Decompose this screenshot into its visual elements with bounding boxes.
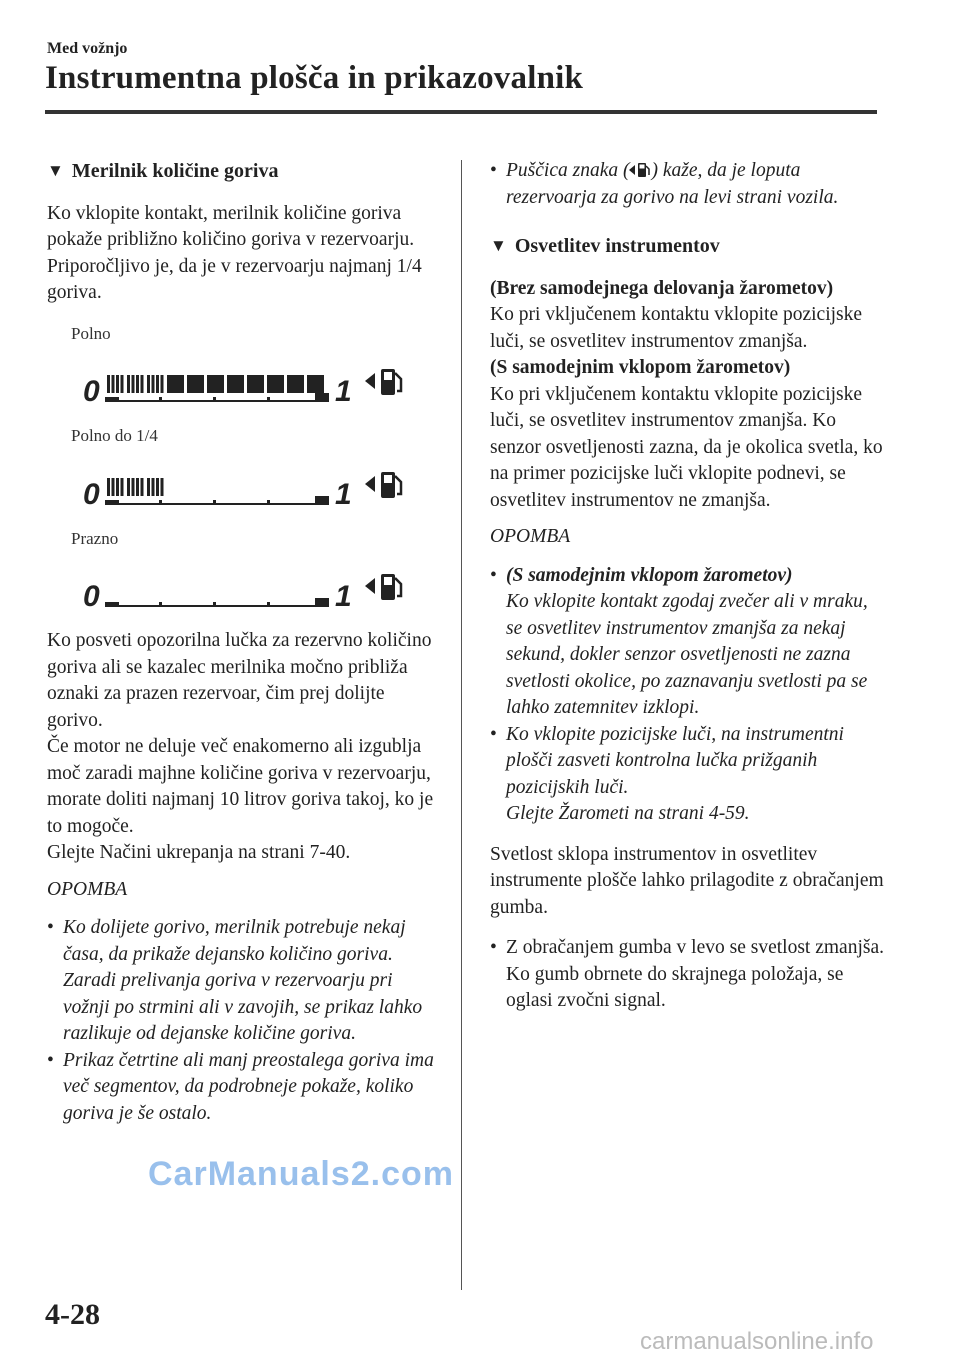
fuel-segment	[136, 478, 139, 496]
gauge-min-label: 0	[83, 477, 100, 511]
fuel-segment	[161, 375, 164, 393]
scale-tick	[213, 500, 216, 504]
scale-tick	[213, 397, 216, 401]
note-text-a: Puščica znaka (	[506, 160, 630, 181]
fuel-pump-hose	[395, 578, 401, 596]
gauge-max-label: 1	[335, 580, 352, 613]
bullet-item	[490, 935, 886, 1015]
illumination-heading	[490, 233, 886, 260]
bullet-icon: •	[490, 160, 497, 181]
fuel-pump-window	[384, 475, 392, 483]
footer-watermark: carmanualsonline.info	[640, 1328, 874, 1355]
gauge-caption: Prazno	[71, 528, 119, 548]
scale-right-end	[315, 393, 329, 401]
fuel-segment	[132, 375, 135, 393]
scale-tick	[267, 500, 270, 504]
column-divider	[461, 160, 462, 1290]
scale-tick	[159, 602, 162, 606]
scale-tick	[213, 602, 216, 606]
fuel-segment	[127, 478, 130, 496]
fuel-segment	[161, 478, 164, 496]
see-reference: Glejte Načini ukrepanja na strani 7-40.	[47, 842, 351, 863]
motor-paragraph: Če motor ne deluje več enakomerno ali izgublja moč zaradi majhne količine goriva v rezervoarju, morate doliti najmanj 10 litrov goriva takoj, ko je to mogoče.	[47, 736, 434, 837]
bullet-icon: •	[490, 937, 497, 958]
section-label: Med vožnjo	[47, 40, 128, 57]
fuel-segment	[287, 375, 304, 393]
scale-tick	[267, 397, 270, 401]
fuel-segment	[107, 375, 110, 393]
scale-right-end	[315, 496, 329, 504]
fuel-segment	[156, 375, 159, 393]
subheading: (Brez samodejnega delovanja žarometov)	[490, 277, 834, 299]
fuel-door-arrow-icon	[365, 578, 375, 594]
note-text-b: ) kaže, da je loputa rezervoarja za gorivo na levi strani vozila.	[506, 160, 839, 208]
fuel-segment	[227, 375, 244, 393]
fuel-segment	[147, 375, 150, 393]
gauge-min-label: 0	[83, 375, 100, 408]
fuel-segment	[207, 375, 224, 393]
gauge-max-label: 1	[335, 477, 352, 511]
paragraph: Ko pri vključenem kontaktu vklopite pozicijske luči, se osvetlitev instrumentov zmanjša.	[490, 304, 863, 352]
bullet-text: Z obračanjem gumba v levo se svetlost zmanjša. Ko gumb obrnete do skrajnega položaja, se oglasi zvočni signal.	[506, 937, 884, 1011]
fuel-pump-window	[384, 577, 392, 585]
triangle-marker-icon: ▼	[47, 161, 64, 180]
note-text	[506, 563, 886, 722]
fuel-segment	[121, 478, 124, 496]
fuel-pump-hose	[395, 476, 401, 494]
note-body: Ko vklopite pozicijske luči, na instrumentni plošči zasveti kontrolna lučka prižganih pozicijskih luči.	[506, 723, 844, 798]
gauge-block-empty	[47, 526, 439, 617]
fuel-segment	[167, 375, 184, 393]
note-text: Prikaz četrtine ali manj preostalega goriva ima več segmentov, da podrobneje pokaže, koliko goriva je še ostalo.	[63, 1049, 434, 1124]
fuel-segment	[141, 478, 144, 496]
note-item	[47, 1048, 439, 1128]
fuel-pump-arrow-icon	[629, 161, 651, 179]
fuel-gauge-svg	[83, 464, 423, 512]
watermark: CarManuals2.com	[148, 1155, 454, 1193]
fuel-segment	[136, 375, 139, 393]
fuel-segment	[116, 478, 119, 496]
fuel-pump-hose	[395, 373, 401, 391]
note-item	[47, 915, 439, 1048]
page-title: Instrumentna plošča in prikazovalnik	[45, 60, 584, 96]
fuel-gauge-display	[83, 566, 439, 616]
fuel-segment	[112, 375, 115, 393]
scale-tick	[159, 397, 162, 401]
fuel-segment	[156, 478, 159, 496]
warning-paragraph: Ko posveti opozorilna lučka za rezervno količino goriva ali se kazalec merilnika močno približa oznaki za prazen rezervoar, čim prej dolijte gorivo.	[47, 630, 432, 731]
right-column	[490, 158, 886, 1015]
fuel-gauge-svg	[83, 566, 423, 614]
intro-paragraph: Ko vklopite kontakt, merilnik količine goriva pokaže približno količino goriva v rezervoarju. Priporočljivo je, da je v rezervoarju najmanj 1/4 goriva.	[47, 202, 422, 303]
note-label: OPOMBA	[47, 878, 128, 900]
gauge-min-label: 0	[83, 580, 100, 613]
fuel-segment	[267, 375, 284, 393]
left-column	[47, 158, 439, 1127]
fuel-door-arrow-icon	[365, 373, 375, 389]
bullet-icon: •	[490, 723, 497, 745]
gauge-max-label: 1	[335, 375, 352, 408]
bullet-icon: •	[47, 1049, 54, 1071]
header-rule	[45, 110, 877, 114]
heading-text: Merilnik količine goriva	[71, 160, 279, 182]
note-see: Glejte Žarometi na strani 4-59.	[506, 803, 750, 824]
note-body: Ko vklopite kontakt zgodaj zvečer ali v mraku, se osvetlitev instrumentov zmanjša za nekaj sekund, dokler senzor osvetljenosti ne zazna svetlosti okolice, po zaznavanju svetlosti pa se lahko zatemnitev izklopi.	[506, 591, 868, 718]
triangle-marker-icon: ▼	[490, 236, 507, 255]
fuel-segment	[147, 478, 150, 496]
fuel-segment	[112, 478, 115, 496]
paragraph: Ko pri vključenem kontaktu vklopite pozicijske luči, se osvetlitev instrumentov zmanjša. Ko senzor osvetljenosti zazna, da je okolica svetla, ko na primer pozicijske luči vklopite podnevi, se osvetlitev instrumentov ne zmanjša.	[490, 383, 883, 511]
fuel-segment	[152, 478, 155, 496]
note-text: Ko dolijete gorivo, merilnik potrebuje nekaj časa, da prikaže dejansko količino goriva. Zaradi prelivanja goriva v rezervoarju pri vožnji po strmini ali v zavojih, se prikaz lahko razlikuje od dejanske količine goriva.	[63, 917, 423, 1044]
note-text	[506, 158, 886, 211]
fuel-segment	[107, 478, 110, 496]
scale-right-end	[315, 598, 329, 606]
scale-tick	[159, 500, 162, 504]
page-number: 4-28	[45, 1298, 100, 1331]
fuel-segment	[116, 375, 119, 393]
fuel-gauge-heading	[47, 158, 439, 185]
fuel-gauge-display	[83, 464, 439, 514]
fuel-segment	[121, 375, 124, 393]
fuel-door-arrow-icon	[365, 476, 375, 492]
note-title: (S samodejnim vklopom žarometov)	[506, 564, 793, 586]
fuel-segment	[132, 478, 135, 496]
gauge-caption: Polno do 1/4	[71, 426, 158, 445]
fuel-segment	[187, 375, 204, 393]
fuel-segment	[247, 375, 264, 393]
fuel-segment	[307, 375, 324, 393]
paragraph: Svetlost sklopa instrumentov in osvetlitev instrumente plošče lahko prilagodite z obračanjem gumba.	[490, 843, 884, 918]
bullet-icon: •	[490, 564, 497, 586]
gauge-block-full	[47, 321, 439, 412]
heading-text: Osvetlitev instrumentov	[514, 235, 720, 257]
note-item	[490, 158, 886, 211]
fuel-segment	[152, 375, 155, 393]
fuel-segment	[127, 375, 130, 393]
note-item	[490, 722, 886, 828]
gauge-block-quarter	[47, 423, 439, 514]
bullet-icon: •	[47, 917, 54, 938]
gauge-caption: Polno	[71, 323, 111, 343]
scale-tick	[267, 602, 270, 606]
note-item	[490, 563, 886, 722]
fuel-gauge-display	[83, 361, 439, 411]
subheading: (S samodejnim vklopom žarometov)	[490, 357, 791, 378]
fuel-gauge-svg	[83, 361, 423, 409]
fuel-segment	[141, 375, 144, 393]
note-text	[506, 722, 886, 828]
fuel-pump-window	[384, 372, 392, 380]
note-label: OPOMBA	[490, 526, 571, 547]
